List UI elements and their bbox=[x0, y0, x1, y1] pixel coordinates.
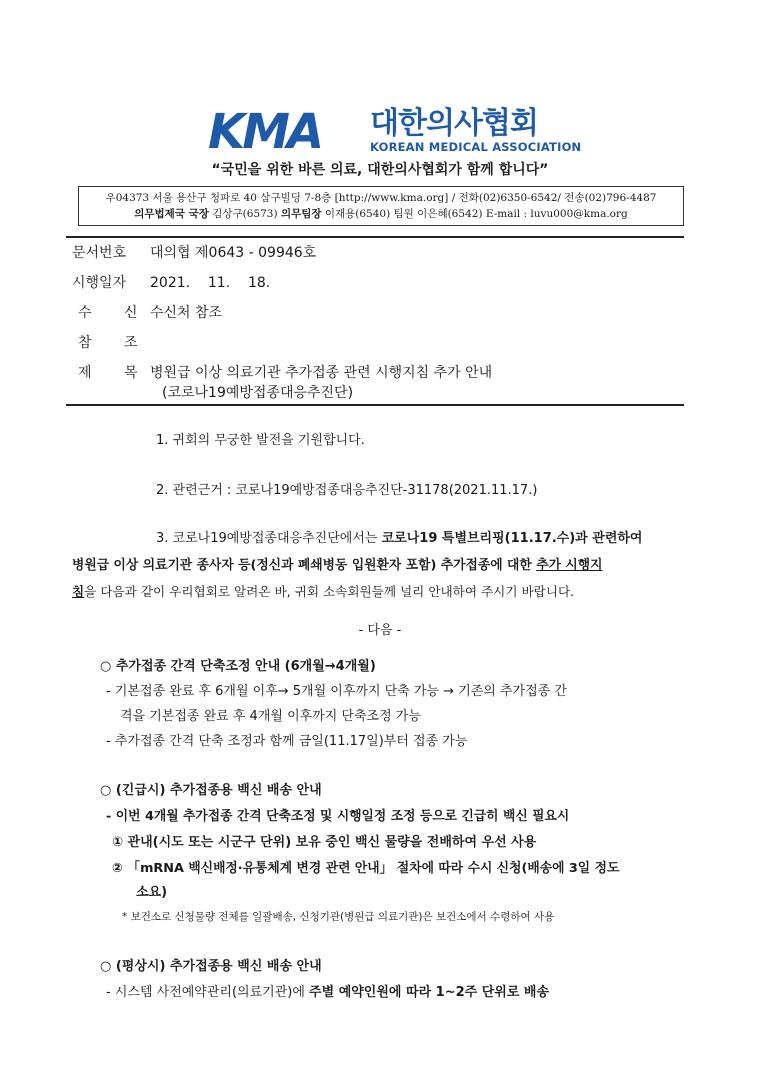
p3-target: 병원급 이상 의료기관 종사자 등(정신과 폐쇄병동 입원환자 포함) 추가접종에 대한 bbox=[72, 558, 537, 573]
team-label: 의무팀장 bbox=[280, 208, 322, 220]
recipient-row bbox=[72, 302, 222, 324]
date-value: 2021. 11. 18. bbox=[150, 275, 271, 291]
section-2-item-3b: 소요) bbox=[136, 885, 168, 900]
dept-label: 의무법제국 국장 bbox=[134, 208, 209, 220]
slogan: “국민을 위한 바른 의료, 대한의사협회가 함께 합니다” bbox=[211, 162, 549, 178]
p3-guideline-b: 침 bbox=[72, 584, 85, 599]
dept-contact: 김상구(6573) bbox=[208, 208, 281, 220]
paragraph-3-line-3 bbox=[72, 581, 574, 603]
paragraph-2: 2. 관련근거 : 코로나19예방접종대응추진단-31178(2021.11.17.) bbox=[156, 483, 538, 498]
date-row bbox=[72, 272, 270, 294]
next-marker: - 다음 - bbox=[358, 623, 402, 638]
section-2-item-3a: ② 「mRNA 백신배정·유통체계 변경 관련 안내」 절차에 따라 수시 신청(배송에 3일 정도 bbox=[112, 861, 620, 876]
subject-sub: (코로나19예방접종대응추진단) bbox=[162, 385, 354, 401]
doc-number-row bbox=[72, 242, 316, 264]
p3-guideline-a: 추가 시행지 bbox=[536, 558, 603, 573]
logo-english-name: KOREAN MEDICAL ASSOCIATION bbox=[370, 140, 582, 154]
doc-number-label: 문서번호 bbox=[72, 245, 127, 261]
subject-row bbox=[72, 362, 492, 384]
section-2-note: * 보건소로 신청물량 전체를 일괄배송, 신청기관(병원급 의료기관)은 보건소에서 수령하여 사용 bbox=[122, 911, 555, 923]
section-3-title: ○ (평상시) 추가접종용 백신 배송 안내 bbox=[100, 959, 322, 974]
p3-closing: 을 다음과 같이 우리협회로 알려온 바, 귀회 소속회원들께 널리 안내하여 주시기 바랍니다. bbox=[84, 584, 575, 599]
kma-logo-mark: KMA bbox=[208, 104, 322, 160]
team-contact: 이재용(6540) 팀원 이은혜(6542) E-mail : luvu000@kma.org bbox=[321, 208, 628, 220]
recipient-label: 수 신 bbox=[78, 305, 138, 321]
address-line-1: 우04373 서울 용산구 청파로 40 삼구빌딩 7-8층 [http://www.kma.org] / 전화(02)6350-6542/ 전송(02)796-4487 bbox=[105, 192, 657, 204]
p3-briefing: 코로나19 특별브리핑(11.17.수)과 관련하여 bbox=[381, 531, 643, 546]
section-1-item-2: - 추가접종 간격 단축 조정과 함께 금일(11.17일)부터 접종 가능 bbox=[106, 734, 468, 749]
recipient-value: 수신처 참조 bbox=[150, 305, 223, 321]
section-3-item-1-intro: - 시스템 사전예약관리(의료기관)에 bbox=[106, 985, 310, 1000]
subject-value: 병원급 이상 의료기관 추가접종 관련 시행지침 추가 안내 bbox=[150, 365, 493, 381]
section-1-item-1a: - 기본접종 완료 후 6개월 이후→ 5개월 이후까지 단축 가능 → 기존의 추가접종 간 bbox=[106, 684, 567, 699]
section-2-item-2: ① 관내(시도 또는 시군구 단위) 보유 중인 백신 물량을 전배하여 우선 사용 bbox=[112, 835, 537, 850]
section-2-item-1: - 이번 4개월 추가접종 간격 단축조정 및 시행일정 조정 등으로 긴급히 백신 필요시 bbox=[106, 809, 570, 824]
reference-row bbox=[72, 332, 150, 354]
paragraph-3-line-2 bbox=[72, 555, 602, 577]
section-1-item-1b: 격을 기본접종 완료 후 4개월 이후까지 단축조정 가능 bbox=[120, 709, 421, 724]
date-label: 시행일자 bbox=[72, 275, 127, 291]
header-divider bbox=[66, 236, 684, 238]
doc-number: 대의협 제0643 - 09946호 bbox=[150, 245, 317, 261]
logo-korean-name: 대한의사협회 bbox=[370, 106, 538, 141]
section-3-item-1-bold: 주별 예약인원에 따라 1~2주 단위로 배송 bbox=[309, 985, 550, 1000]
p3-intro: 3. 코로나19예방접종대응추진단에서는 bbox=[156, 531, 382, 546]
subject-label: 제 목 bbox=[78, 365, 138, 381]
section-2-title: ○ (긴급시) 추가접종용 백신 배송 안내 bbox=[100, 783, 322, 798]
section-3-item-1 bbox=[106, 982, 549, 1004]
address-line-2 bbox=[79, 206, 683, 222]
address-box bbox=[78, 186, 684, 226]
reference-label: 참 조 bbox=[78, 335, 138, 351]
paragraph-1: 1. 귀회의 무궁한 발전을 기원합니다. bbox=[156, 433, 365, 448]
paragraph-3-line-1 bbox=[156, 528, 643, 550]
subject-divider bbox=[66, 404, 684, 406]
section-1-title: ○ 추가접종 간격 단축조정 안내 (6개월→4개월) bbox=[100, 659, 376, 674]
